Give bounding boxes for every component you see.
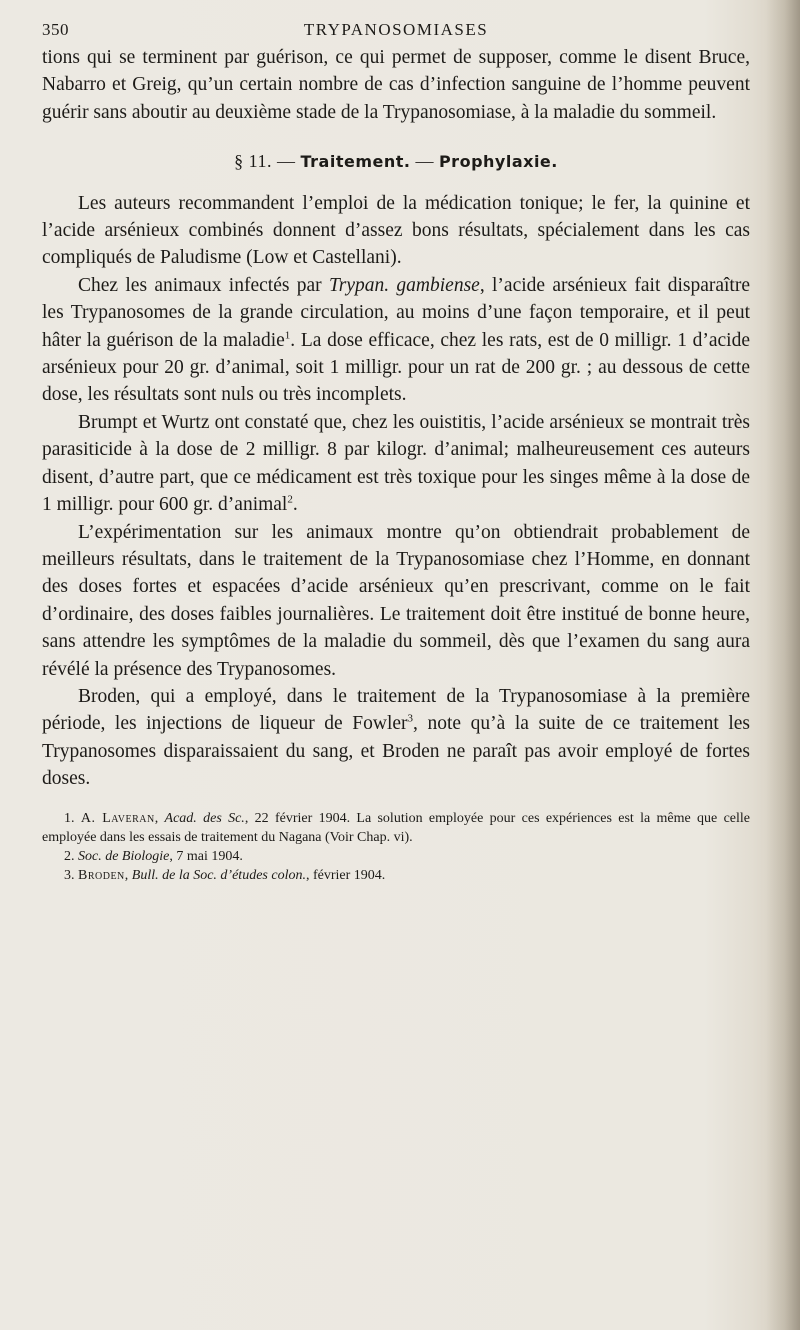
section-title: Traitement. — [300, 152, 411, 172]
text-run: , — [124, 867, 132, 883]
footnote-number: 2. — [64, 848, 78, 864]
page-header — [42, 14, 750, 44]
footnote-number: 1. — [64, 810, 81, 826]
paragraph: L’expérimentation sur les animaux montre qu’on obtiendrait probablement de meilleurs résultats, dans le traitement de la Trypanosomiase chez l’Homme, en donnant des doses fortes et espacées d’acide arsénieux qu’en prescrivant, comme on le fait d’ordinaire, des doses faibles journalières. Le traitement doit être institué de bonne heure, sans attendre les symptômes de la maladie du sommeil, dès que l’examen du sang aura révélé la présence des Trypanosomes. — [42, 521, 750, 680]
section-dash: — — [415, 151, 434, 172]
footnote-ref: 1 — [284, 329, 291, 342]
footnote-journal: Soc. de Biologie — [78, 848, 170, 864]
text-run: Chez les animaux infectés par — [78, 274, 329, 296]
running-head: TRYPANOSOMIASES — [303, 20, 489, 39]
footnote-author: A. Laveran — [80, 810, 155, 826]
paragraph — [42, 409, 750, 519]
text-run: Brumpt et Wurtz ont constaté que, chez les ouistitis, l’acide arsénieux se montrait très parasiticide à la dose de 2 milligr. 8 par kilogr. d’animal; malheureusement ces auteurs disent, d’autre part, que ce médicament est très toxique pour les singes même à la dose de 1 milligr. pour 600 gr. d’animal — [42, 411, 750, 516]
page-content — [42, 14, 750, 885]
page-edge-shadow — [766, 0, 800, 1330]
text-run: , l’acide arsénieux fait disparaître les Trypanosomes de la grande circulation, au moins d’une façon temporaire, et il peut hâter la guérison de la maladie — [42, 274, 750, 351]
footnote-ref: 2 — [287, 493, 293, 506]
text-run: , — [154, 810, 165, 826]
footnote-number: 3. — [64, 867, 78, 883]
section-dash: — — [276, 151, 296, 172]
footnotes — [42, 809, 750, 885]
text-run: . La dose efficace, chez les rats, est de 0 milligr. 1 d’acide arsénieux pour 20 gr. d’animal, soit 1 milligr. pour un rat de 200 gr. ; au dessous de cette dose, les résultats sont nuls ou très incomplets. — [42, 329, 750, 406]
text-run: , 22 février 1904. La solution employée pour ces expériences est la même que celle employée dans les essais de traitement du Nagana (Voir Chap. vi). — [42, 810, 751, 845]
footnote — [42, 866, 750, 885]
footnote — [42, 809, 750, 847]
section-subtitle: Prophylaxie. — [438, 152, 558, 172]
footnote-journal: Acad. des Sc. — [164, 810, 245, 826]
footnote-journal: Bull. de la Soc. d’études colon. — [131, 867, 306, 883]
footnote-author: Broden — [78, 867, 125, 883]
paragraph — [42, 272, 750, 409]
section-heading — [42, 148, 750, 175]
italic-species-name: Trypan. gambiense — [328, 274, 480, 296]
paragraph: Les auteurs recommandent l’emploi de la médication tonique; le fer, la quinine et l’acide arsénieux combinés donnent d’assez bons résultats, spécialement dans les cas compliqués de Paludisme (Low et Castellani). — [42, 192, 750, 269]
text-run: , 7 mai 1904. — [169, 848, 243, 864]
paragraph — [42, 683, 750, 793]
text-run: , note qu’à la suite de ce traitement les Trypanosomes disparaissaient du sang, et Broden ne paraît pas avoir employé de fortes doses. — [42, 713, 750, 790]
section-number: § 11. — [234, 151, 272, 172]
page-number: 350 — [42, 20, 69, 39]
footnote — [42, 847, 750, 866]
text-run: . — [292, 494, 298, 516]
footnote-ref: 3 — [407, 712, 414, 725]
body-text — [42, 44, 750, 793]
text-run: Broden, qui a employé, dans le traitement de la Trypanosomiase à la première période, les injections de liqueur de Fowler — [42, 685, 750, 735]
text-run: , février 1904. — [305, 867, 386, 883]
paragraph-continued: tions qui se terminent par guérison, ce qui permet de supposer, comme le disent Bruce, Nabarro et Greig, qu’un certain nombre de cas d’infection sanguine de l’homme peuvent guérir sans aboutir au deuxième stade de la Trypanosomiase, à la maladie du sommeil. — [42, 47, 750, 123]
